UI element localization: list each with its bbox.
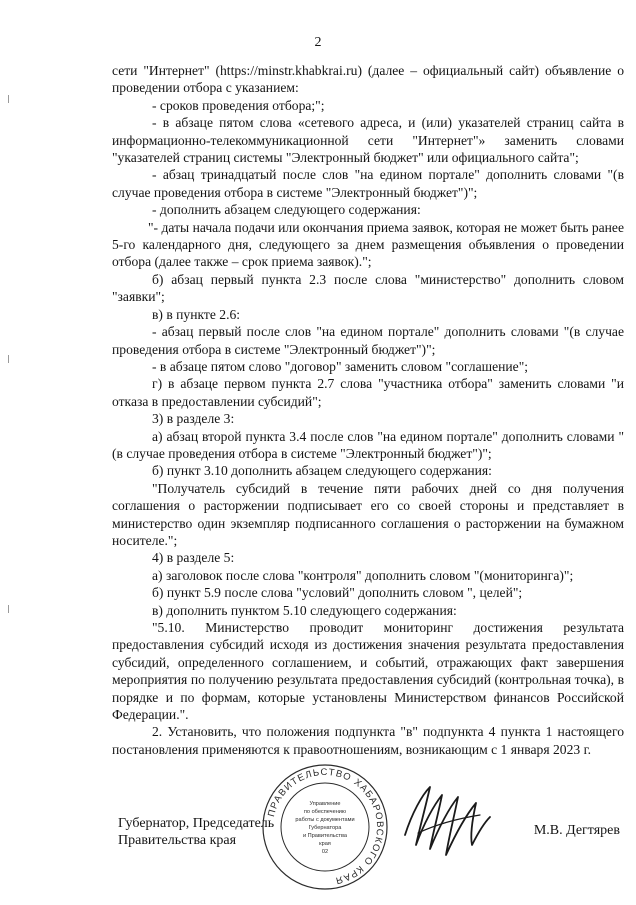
document-paragraph: б) абзац первый пункта 2.3 после слова "министерство" дополнить словом "заявки"; (112, 271, 624, 305)
document-paragraph: б) пункт 5.9 после слова "условий" дополнить словом ", целей"; (152, 585, 523, 601)
seal-center-line: 02 (321, 849, 329, 855)
seal-center-line: края (319, 841, 331, 847)
document-paragraph: - в абзаце пятом слова «сетевого адреса, и (или) указателей страниц сайта в информационно-телекоммуникационной сети "Интернет"» заменить словами "указателей страниц системы "Электронный бюджет" или официального сайта"; (112, 115, 624, 166)
official-seal (260, 762, 390, 892)
left-margin-mark (8, 355, 9, 363)
document-paragraph: 3) в разделе 3: (152, 411, 235, 427)
seal-center-line: работы с документами (295, 817, 355, 823)
document-body (112, 62, 624, 758)
seal-center-line: по обеспечению (303, 809, 347, 815)
document-paragraph: 2. Установить, что положения подпункта "в" подпункта 4 пункта 1 настоящего постановления применяются к правоотношениям, возникающим с 1 января 2023 г. (112, 724, 624, 757)
left-margin-mark (8, 95, 9, 103)
document-paragraph: - дополнить абзацем следующего содержания: (152, 202, 421, 218)
seal-center-line: Губернатора (308, 825, 342, 831)
document-paragraph: а) заголовок после слова "контроля" дополнить словом "(мониторинга)"; (152, 567, 574, 583)
document-paragraph: в) дополнить пунктом 5.10 следующего содержания: (152, 602, 457, 618)
signature-title-line-1: Губернатор, Председатель (118, 816, 275, 831)
page-number: 2 (314, 35, 322, 50)
handwritten-signature (400, 775, 495, 865)
document-paragraph: "- даты начала подачи или окончания приема заявок, которая не может быть ранее 5-го календарного дня, следующего за днем размещения объявления о проведении отбора (далее также – срок приема заявок)."; (112, 219, 624, 270)
document-paragraph: сети "Интернет" (https://minstr.khabkrai.ru) (далее – официальный сайт) объявление о проведении отбора с указанием: (112, 63, 624, 96)
document-paragraph: - в абзаце пятом слово "договор" заменить словом "соглашение"; (152, 358, 529, 374)
left-margin-mark (8, 605, 9, 613)
document-paragraph: - сроков проведения отбора;"; (152, 97, 325, 113)
document-paragraph: "5.10. Министерство проводит мониторинг достижения результата предоставления субсидий исходя из достижения значения результата предоставления субсидий, определенного соглашением, и событий, отражающих факт завершения мероприятия по получению результата предоставления субсидий (контрольная точка), в порядке и по формам, которые установлены Министерством финансов Российской Федерации.". (112, 620, 624, 723)
document-paragraph: б) пункт 3.10 дополнить абзацем следующего содержания: (152, 463, 492, 479)
document-paragraph: а) абзац второй пункта 3.4 после слов "на едином портале" дополнить словами "(в случае проведения отбора в системе "Электронный бюджет")"; (112, 428, 624, 461)
seal-center-line: Управление (309, 801, 341, 807)
seal-center-line: и Правительства (303, 833, 347, 839)
seal-ring-text: ПРАВИТЕЛЬСТВО ХАБАРОВСКОГО КРАЯ (266, 766, 386, 887)
document-paragraph: в) в пункте 2.6: (152, 306, 241, 322)
document-paragraph: "Получатель субсидий в течение пяти рабочих дней со дня получения соглашения о расторжении подписывает его со своей стороны и представляет в министерство один экземпляр подписанного соглашения о расторжении на бумажном носителе."; (112, 480, 624, 548)
document-paragraph: 4) в разделе 5: (152, 550, 235, 566)
document-paragraph: - абзац первый после слов "на едином портале" дополнить словами "(в случае проведения отбора в системе "Электронный бюджет")"; (112, 324, 624, 357)
signature-title (118, 815, 274, 849)
signature-title-line-2: Правительства края (118, 833, 237, 848)
document-paragraph: - абзац тринадцатый после слов "на едином портале" дополнить словами "(в случае проведения отбора в системе "Электронный бюджет")"; (112, 167, 624, 200)
signatory-name: М.В. Дегтярев (533, 823, 620, 838)
document-paragraph: г) в абзаце первом пункта 2.7 слова "участника отбора" заменить словами "и отказа в предоставлении субсидий"; (112, 376, 624, 409)
